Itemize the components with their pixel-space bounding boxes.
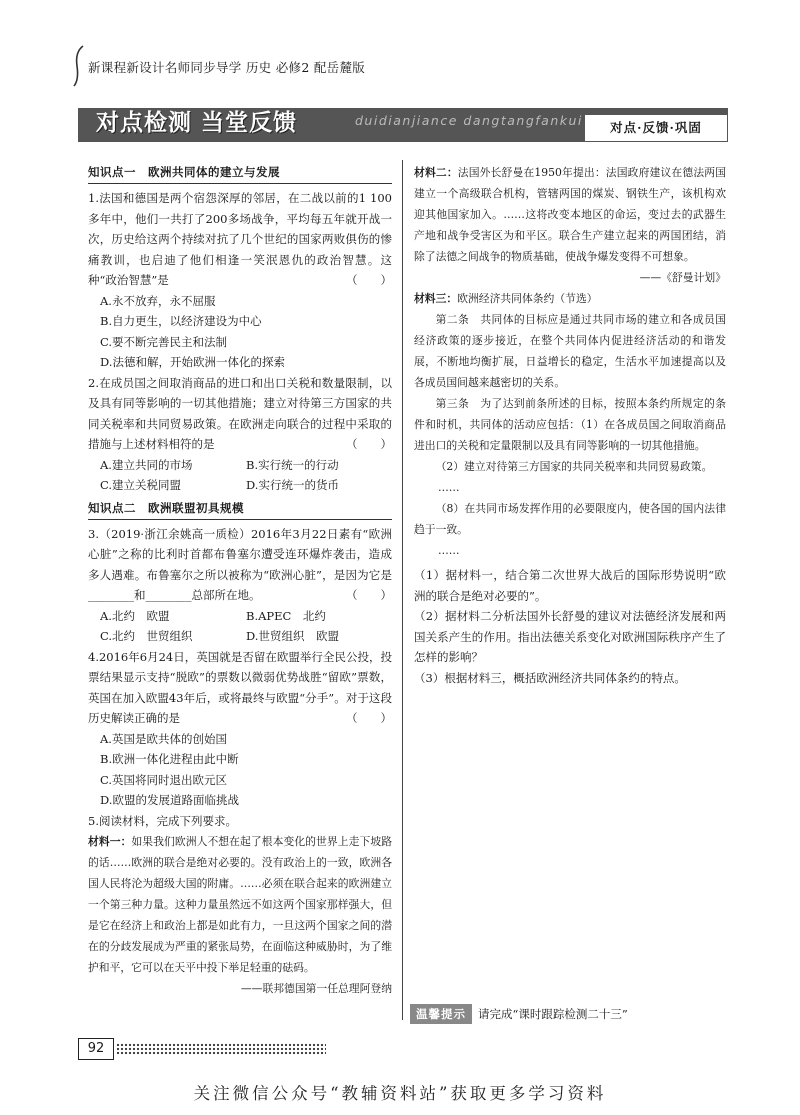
page-number-dot-strip [116, 1043, 326, 1055]
option-d[interactable]: D.实行统一的货币 [246, 478, 339, 492]
material-3-item-8: （8）在共同市场发挥作用的必要限度内，使各国的国内法律趋于一致。 [414, 502, 726, 536]
page-number: 92 [78, 1038, 114, 1060]
question-4 [88, 647, 392, 811]
left-column [88, 162, 392, 999]
option-c[interactable]: C.英国将同时退出欧元区 [100, 772, 228, 787]
option-row [88, 475, 392, 496]
option-b[interactable]: B.自力更生，以经济建设为中心 [100, 314, 262, 328]
header-bracket [72, 44, 86, 88]
question-1-stem: 1.法国和德国是两个宿怨深厚的邻居，在二战以前的1 100多年中，他们一共打了200多场战争，平均每五年就开战一次，历史给这两个持续对抗了几个世纪的国家两败俱伤的惨痛教训，也启迪了他们相逢一笑泯恩仇的政治智慧。这种“政治智慧”是 [88, 191, 392, 287]
question-3 [88, 524, 392, 647]
section-heading-1: 知识点一 欧洲共同体的建立与发展 [88, 162, 392, 184]
option-c[interactable]: C.建立关税同盟 [100, 478, 182, 492]
option-b[interactable]: B.欧洲一体化进程由此中断 [100, 752, 239, 766]
material-3-label: 材料三： [414, 292, 458, 305]
option-c[interactable]: C.要不断完善民主和法制 [100, 334, 228, 349]
option-d[interactable]: D.法德和解，开始欧洲一体化的探索 [100, 355, 285, 369]
question-5-stem: 5.阅读材料，完成下列要求。 [88, 813, 237, 828]
material-2-label: 材料二： [414, 166, 458, 179]
tip-box [410, 1004, 722, 1024]
material-2-source: ——《舒曼计划》 [639, 271, 726, 284]
material-2 [414, 162, 726, 267]
option-b[interactable]: B.APEC 北约 [246, 608, 326, 623]
material-3-item-2: （2）建立对待第三方国家的共同关税率和共同贸易政策。 [435, 460, 713, 473]
right-column [414, 162, 726, 688]
column-divider [402, 160, 403, 1020]
material-3-heading [414, 288, 726, 309]
material-1-label: 材料一： [88, 835, 132, 848]
material-1 [88, 831, 392, 978]
option-row [88, 606, 392, 627]
question-3-stem: 3.（2019·浙江余姚高一质检）2016年3月22日素有“欧洲心脏”之称的比利时首都布鲁塞尔遭受连环爆炸袭击，造成多人遇难。布鲁塞尔之所以被称为“欧洲心脏”，是因为它是________和________总部所在地。 [88, 526, 392, 602]
question-1 [88, 188, 392, 373]
answer-paren[interactable]: （ ） [346, 273, 392, 287]
material-3-title: 欧洲经济共同体条约（节选） [457, 292, 598, 305]
requirement-1: （1）据材料一，结合第二次世界大战后的国际形势说明“欧洲的联合是绝对必要的”。 [414, 568, 726, 603]
answer-paren[interactable]: （ ） [346, 437, 392, 451]
question-5 [88, 811, 392, 1000]
option-row [88, 626, 392, 647]
section-heading-2: 知识点二 欧洲联盟初具规模 [88, 498, 392, 520]
ellipsis: …… [438, 481, 460, 494]
option-c[interactable]: C.北约 世贸组织 [100, 629, 193, 643]
question-2-stem: 2.在成员国之间取消商品的进口和出口关税和数量限制，以及具有同等影响的一切其他措施；建立对待第三方国家的共同关税率和共同贸易政策。在欧洲走向联合的过程中采取的措施与上述材料相符的是 [88, 375, 392, 451]
material-3-article-3: 第三条 为了达到前条所述的目标，按照本条约所规定的条件和时机，共同体的活动应包括：（1）在各成员国之间取消商品进出口的关税和定量限制以及具有同等影响的一切其他措施。 [414, 397, 726, 452]
requirement-3: （3）根据材料三，概括欧洲经济共同体条约的特点。 [414, 670, 686, 685]
question-2 [88, 373, 392, 496]
ellipsis: …… [438, 544, 460, 557]
banner-title: 对点检测 当堂反馈 [96, 110, 298, 136]
material-1-text: 如果我们欧洲人不想在起了根本变化的世界上走下坡路的话……欧洲的联合是绝对必要的。没有政治上的一致，欧洲各国人民将沦为超级大国的附庸。……必须在联合起来的欧洲建立一个第三种力量。这种力量虽然远不如这两个国家那样强大，但是它在经济上和政治上都是如此有力，一旦这两个国家之间的潜在的分歧发展成为严重的紧张局势，在面临这种威胁时，为了维护和平，它可以在天平中投下举足轻重的砝码。 [88, 835, 392, 974]
material-2-text: 法国外长舒曼在1950年提出：法国政府建议在德法两国建立一个高级联合机构，管辖两国的煤炭、钢铁生产，该机构欢迎其他国家加入。……这将改变本地区的命运，变过去的武器生产地和战争受害区为和平区。联合生产建立起来的两国团结，消除了法德之间战争的物质基础，使战争爆发变得不可想象。 [414, 166, 727, 263]
option-a[interactable]: A.永不放弃，永不屈服 [100, 293, 216, 308]
banner-subtitle: duidianjiance dangtangfankui [355, 113, 583, 128]
material-3-article-2: 第二条 共同体的目标应是通过共同市场的建立和各成员国经济政策的逐步接近，在整个共同体内促进经济活动的和谐发展，不断地均衡扩展，日益增长的稳定，生活水平加速提高以及各成员国间越来越密切的关系。 [414, 313, 726, 389]
banner-tag: 对点·反馈·巩固 [584, 114, 728, 142]
requirement-2: （2）据材料二分析法国外长舒曼的建议对法德经济发展和两国关系产生的作用。指出法德关系变化对欧洲国际秩序产生了怎样的影响？ [414, 609, 726, 664]
running-header: 新课程新设计名师同步导学 历史 必修2 配岳麓版 [88, 60, 366, 75]
answer-paren[interactable]: （ ） [346, 711, 392, 725]
option-a[interactable]: A.北约 欧盟 [100, 608, 170, 623]
tip-label: 温馨提示 [410, 1004, 472, 1024]
material-1-source: ——联邦德国第一任总理阿登纳 [240, 982, 392, 995]
answer-paren[interactable]: （ ） [346, 588, 392, 602]
option-d[interactable]: D.世贸组织 欧盟 [246, 629, 339, 643]
option-a[interactable]: A.建立共同的市场 [100, 457, 193, 472]
option-a[interactable]: A.英国是欧共体的创始国 [100, 731, 227, 746]
option-row [88, 455, 392, 476]
option-d[interactable]: D.欧盟的发展道路面临挑战 [100, 793, 239, 807]
question-4-stem: 4.2016年6月24日，英国就是否留在欧盟举行全民公投，投票结果显示支持“脱欧”的票数以微弱优势战胜“留欧”票数，英国在加入欧盟43年后，或将最终与欧盟“分手”。对于这段历史解读正确的是 [88, 649, 392, 725]
footer-note: 关注微信公众号“教辅资料站”获取更多学习资料 [193, 1084, 607, 1103]
option-b[interactable]: B.实行统一的行动 [246, 457, 339, 472]
tip-text: 请完成“课时跟踪检测二十三” [478, 1007, 628, 1021]
